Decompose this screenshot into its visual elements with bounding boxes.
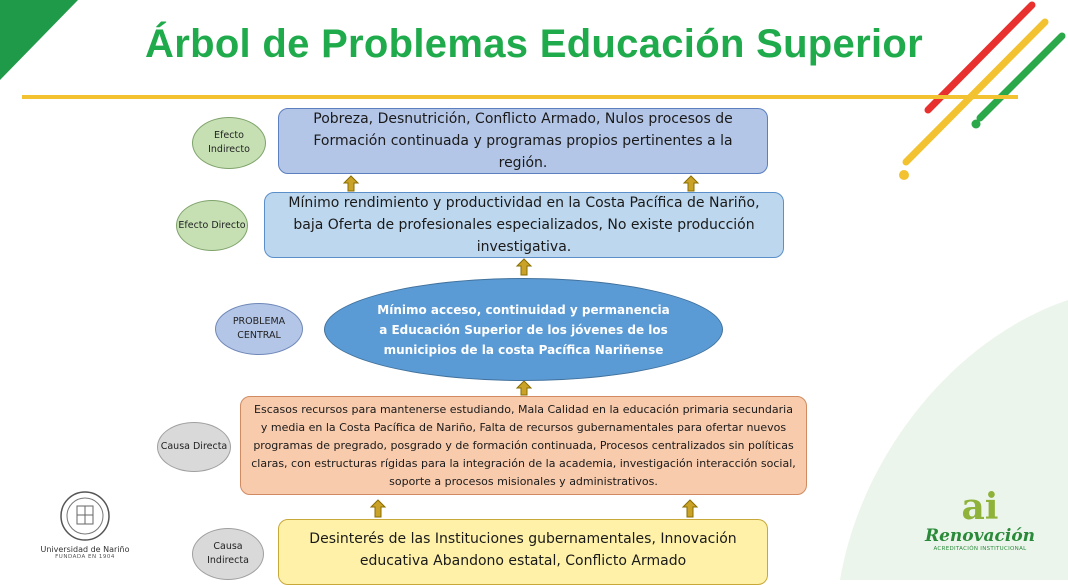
acreditacion-word: Renovación [924, 526, 1036, 546]
label-causa-directa: Causa Directa [157, 422, 231, 472]
box-efecto-indirecto: Pobreza, Desnutrición, Conflicto Armado, Nulos procesos de Formación continuada y programas propios pertinentes a la región. [278, 108, 768, 174]
udenar-logo [40, 490, 130, 570]
box-causa-directa: Escasos recursos para mantenerse estudiando, Mala Calidad en la educación primaria secundaria y media en la Costa Pacífica de Nariño, Falta de recursos gubernamentales para ofertar nuevos programas de pregrado, posgrado y de formación continuada, Procesos centralizados sin políticas claras, con estructuras rígidas para la integración de la academia, investigación interacción social, soporte a procesos misionales y administrativos. [240, 396, 807, 495]
arrow-up-icon [517, 381, 531, 395]
udenar-name: Universidad de Nariño [40, 545, 130, 554]
box-efecto-directo: Mínimo rendimiento y productividad en la Costa Pacífica de Nariño, baja Oferta de profesionales especializados, No existe producción investigativa. [264, 192, 784, 258]
udenar-seal-icon [40, 490, 130, 542]
label-efecto-directo: Efecto Directo [176, 200, 248, 251]
arrow-up-icon [344, 176, 358, 191]
ellipse-problema-central: Mínimo acceso, continuidad y permanencia a Educación Superior de los jóvenes de los municipios de la costa Pacífica Nariñense [324, 278, 723, 381]
arrow-up-icon [517, 259, 531, 275]
label-efecto-indirecto: Efecto Indirecto [192, 117, 266, 169]
arrow-up-icon [683, 500, 697, 517]
udenar-founded: FUNDADA EN 1904 [55, 554, 115, 560]
box-causa-indirecta: Desinterés de las Instituciones gubernamentales, Innovación educativa Abandono estatal, Conflicto Armado [278, 519, 768, 585]
acreditacion-sub: ACREDITACIÓN INSTITUCIONAL [933, 546, 1027, 552]
arrow-up-icon [684, 176, 698, 191]
label-problema-central: PROBLEMA CENTRAL [215, 303, 303, 355]
arrow-up-icon [371, 500, 385, 517]
label-causa-indirecta: Causa Indirecta [192, 528, 264, 580]
acreditacion-mark: ai [961, 486, 999, 528]
page-title: Árbol de Problemas Educación Superior [145, 22, 923, 66]
acreditacion-logo [920, 488, 1040, 568]
